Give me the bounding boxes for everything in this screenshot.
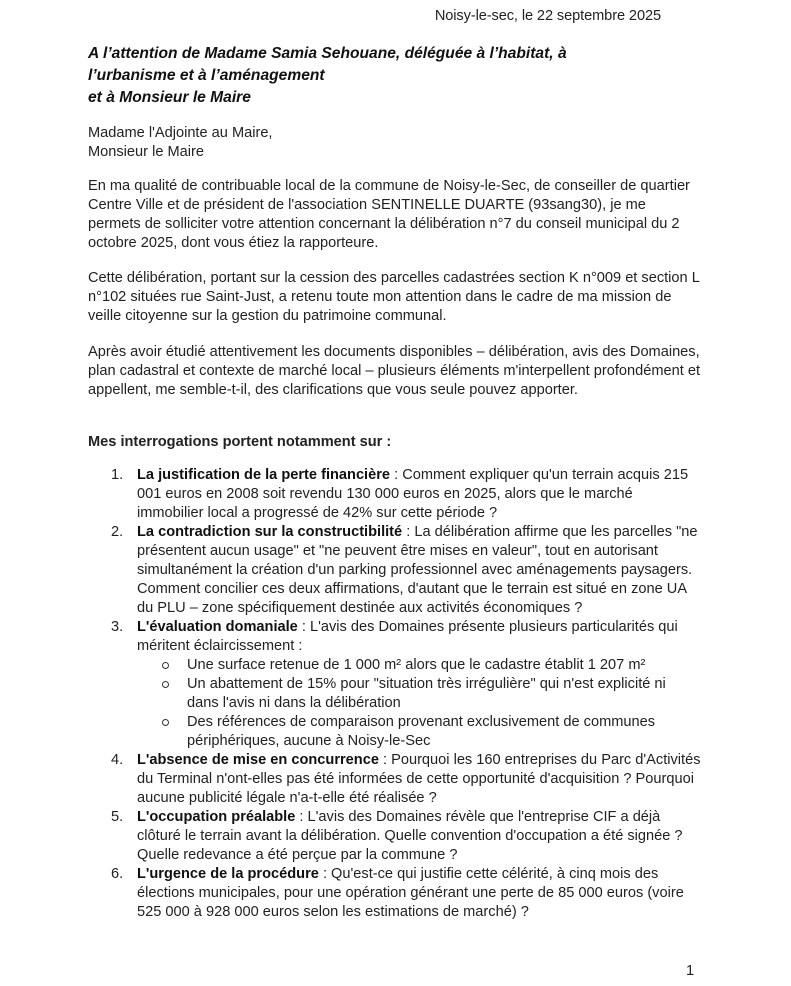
circle-bullet-icon: [162, 662, 169, 669]
question-item: [111, 808, 701, 865]
question-text: : L'avis des Domaines révèle que l'entreprise CIF a déjà clôturé le terrain avant la délibération. Quelle convention d'occupation a été signée ? Quelle redevance a été perçue par la commune ?: [137, 809, 683, 863]
sub-item: [137, 675, 701, 713]
sub-item-text: Une surface retenue de 1 000 m² alors que le cadastre établit 1 207 m²: [187, 657, 646, 673]
question-text: : L'avis des Domaines présente plusieurs particularités qui méritent éclaircissement :: [137, 619, 678, 654]
question-item: [111, 865, 701, 922]
recipient-line: et à Monsieur le Maire: [88, 89, 251, 106]
page-number: 1: [686, 963, 695, 979]
question-number: 2.: [111, 524, 124, 540]
question-number: 3.: [111, 619, 124, 635]
question-text: : La délibération affirme que les parcelles "ne présentent aucun usage" et "ne peuvent être mises en valeur", tout en autorisant simultanément la création d'un parking professionnel avec aménagements paysagers. Comment concilier ces deux affirmations, d'autant que le terrain est situé en zone UA du PLU – zone spécifiquement destinée aux activités économiques ?: [137, 524, 698, 616]
circle-bullet-icon: [162, 681, 169, 688]
question-item: [111, 618, 701, 751]
question-number: 1.: [111, 467, 124, 483]
paragraph-deliberation: Cette délibération, portant sur la cession des parcelles cadastrées section K n°009 et section L n°102 situées rue Saint-Just, a retenu toute mon attention dans le cadre de ma mission de veille citoyenne sur la gestion du patrimoine communal.: [88, 270, 700, 324]
question-item: [111, 523, 701, 618]
sub-item: [137, 656, 701, 675]
salutation: [88, 124, 273, 162]
question-title: L'occupation préalable: [137, 809, 296, 825]
question-title: La contradiction sur la constructibilité: [137, 524, 403, 540]
question-title: L'absence de mise en concurrence: [137, 752, 379, 768]
paragraph-analysis: Après avoir étudié attentivement les documents disponibles – délibération, avis des Domaines, plan cadastral et contexte de marché local – plusieurs éléments m'interpellent profondément et appellent, me semble-t-il, des clarifications que vous seule pouvez apporter.: [88, 344, 701, 398]
question-item: [111, 466, 701, 523]
question-item: [111, 751, 701, 808]
salutation-line: Monsieur le Maire: [88, 144, 204, 160]
questions-list: [111, 466, 701, 922]
sub-list: [137, 656, 701, 751]
sub-item: [137, 713, 701, 751]
question-text: : Qu'est-ce qui justifie cette célérité, à cinq mois des élections municipales, pour une opération générant une perte de 85 000 euros (voire 525 000 à 928 000 euros selon les estimations de marché) ?: [137, 866, 684, 920]
paragraph-introduction: En ma qualité de contribuable local de la commune de Noisy-le-Sec, de conseiller de quartier Centre Ville et de président de l'association SENTINELLE DUARTE (93sang30), je me permets de solliciter votre attention concernant la délibération n°7 du conseil municipal du 2 octobre 2025, dont vous étiez la rapporteure.: [88, 178, 690, 251]
sub-item-text: Des références de comparaison provenant exclusivement de communes périphériques, aucune à Noisy-le-Sec: [187, 714, 656, 749]
recipient-line: l’urbanisme et à l’aménagement: [88, 67, 325, 84]
question-text: : Comment expliquer qu'un terrain acquis 215 001 euros en 2008 soit revendu 130 000 euros en 2025, alors que le marché immobilier local a progressé de 42% sur cette période ?: [137, 467, 689, 521]
salutation-line: Madame l'Adjointe au Maire,: [88, 125, 273, 141]
question-number: 6.: [111, 866, 124, 882]
recipient-line: A l’attention de Madame Samia Sehouane, déléguée à l’habitat, à: [88, 45, 567, 62]
date-line: Noisy-le-sec, le 22 septembre 2025: [434, 8, 661, 24]
circle-bullet-icon: [162, 719, 169, 726]
sub-item-text: Un abattement de 15% pour "situation très irrégulière" qui n'est explicité ni dans l'avis ni dans la délibération: [187, 676, 666, 711]
question-title: L'évaluation domaniale: [137, 619, 298, 635]
question-title: La justification de la perte financière: [137, 467, 391, 483]
questions-intro: Mes interrogations portent notamment sur :: [88, 434, 392, 450]
recipient-block: [88, 43, 668, 109]
question-number: 5.: [111, 809, 124, 825]
question-title: L'urgence de la procédure: [137, 866, 319, 882]
question-text: : Pourquoi les 160 entreprises du Parc d'Activités du Terminal n'ont-elles pas été informées de cette opportunité d'acquisition ? Pourquoi aucune publicité légale n'a-t-elle été réalisée ?: [137, 752, 701, 806]
question-number: 4.: [111, 752, 124, 768]
